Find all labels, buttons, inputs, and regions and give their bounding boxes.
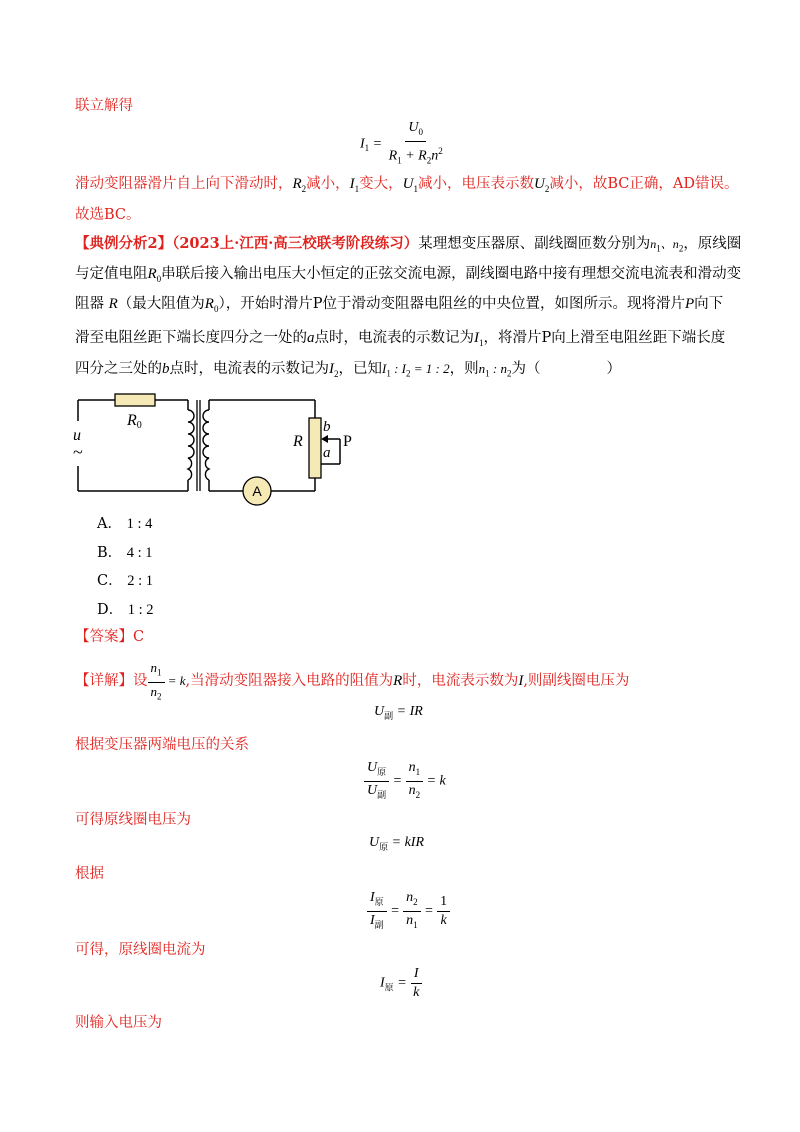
r-label: R	[293, 433, 303, 450]
formula-voltage-ratio: $\frac{U_原}{U_副}$ = $\frac{n_1}{n_2}$ = k	[364, 760, 446, 803]
formula-current-ratio: $\frac{I_原}{I_副}$ = $\frac{n_2}{n_1}$ = $\frac{1}{k}$	[367, 890, 450, 933]
circuit-diagram	[70, 388, 360, 510]
primary-current-label: 可得，原线圈电流为	[75, 942, 206, 958]
choose-bc: 故选BC。	[75, 207, 141, 223]
problem-line-5: 四分之三处的b点时，电流表的示数记为$I_2$，已知$I_1$ : $I_2 = 1$ : 2，则$n_1$ : $n_2$为（ ）	[75, 361, 621, 379]
secondary-coil	[203, 410, 209, 480]
r-rheostat	[309, 418, 321, 478]
u-label: u	[73, 427, 81, 444]
according-label: 根据	[75, 866, 104, 882]
slider-arrowhead	[321, 435, 328, 443]
b-label: b	[323, 419, 331, 435]
problem-line-4: 滑至电阻丝距下端长度四分之一处的a点时，电流表的示数记为$I_1$，将滑片P向上滑至电阻丝距下端长度	[75, 330, 726, 348]
formula-u-primary: $U_原$ = kIR	[369, 835, 425, 852]
lianli-label: 联立解得	[75, 98, 133, 114]
r0-label: R0	[127, 412, 142, 431]
problem-line-1: 【典例分析2】（2023上·江西·高三校联考阶段练习）某理想变压器原、副线圈匝数分别为$n_1$、$n_2$，原线圈	[75, 235, 742, 254]
option-b[interactable]: B． 4 : 1	[97, 545, 153, 561]
tilde-label: ~	[73, 442, 83, 462]
example-header: 【典例分析2】（2023上·江西·高三校联考阶段练习）	[75, 235, 419, 252]
formula-u-secondary: $U_副$ = IR	[374, 704, 423, 721]
a-label: a	[323, 445, 331, 461]
option-a[interactable]: A． 1 : 4	[97, 516, 153, 532]
voltage-relation-label: 根据变压器两端电压的关系	[75, 737, 249, 753]
primary-voltage-label: 可得原线圈电压为	[75, 812, 191, 828]
input-voltage-label: 则输入电压为	[75, 1015, 162, 1031]
detail-line: 【详解】设 $\frac{n_1}{n_2}$ = k,当滑动变阻器接入电路的阻值为R时，电流表示数为I,则副线圈电压为	[75, 660, 630, 702]
problem-line-3: 阻器 R（最大阻值为$R_0$），开始时滑片P位于滑动变阻器电阻丝的中央位置，如图所示。现将滑片P向下	[75, 296, 724, 314]
conclusion-line: 滑动变阻器滑片自上向下滑动时，$R_2$减小，$I_1$变大，$U_1$减小，电压表示数$U_2$减小，故BC正确，AD错误。	[75, 176, 739, 194]
r0-resistor	[115, 394, 155, 406]
option-c[interactable]: C． 2 : 1	[97, 573, 153, 589]
answer: 【答案】C	[75, 629, 145, 645]
option-d[interactable]: D． 1 : 2	[97, 602, 154, 618]
p-label: P	[343, 433, 352, 450]
problem-line-2: 与定值电阻$R_0$串联后接入输出电压大小恒定的正弦交流电源，副线圈电路中接有理想交流电流表和滑动变	[75, 266, 742, 284]
formula-i1: $I_1$ = $\frac{U_0}{R_1 + R_2n^2}$	[360, 120, 443, 166]
formula-i-primary: $I_原$ = $\frac{I}{k}$	[380, 966, 422, 1001]
primary-coil	[188, 410, 194, 480]
ammeter-label: A	[252, 483, 262, 499]
